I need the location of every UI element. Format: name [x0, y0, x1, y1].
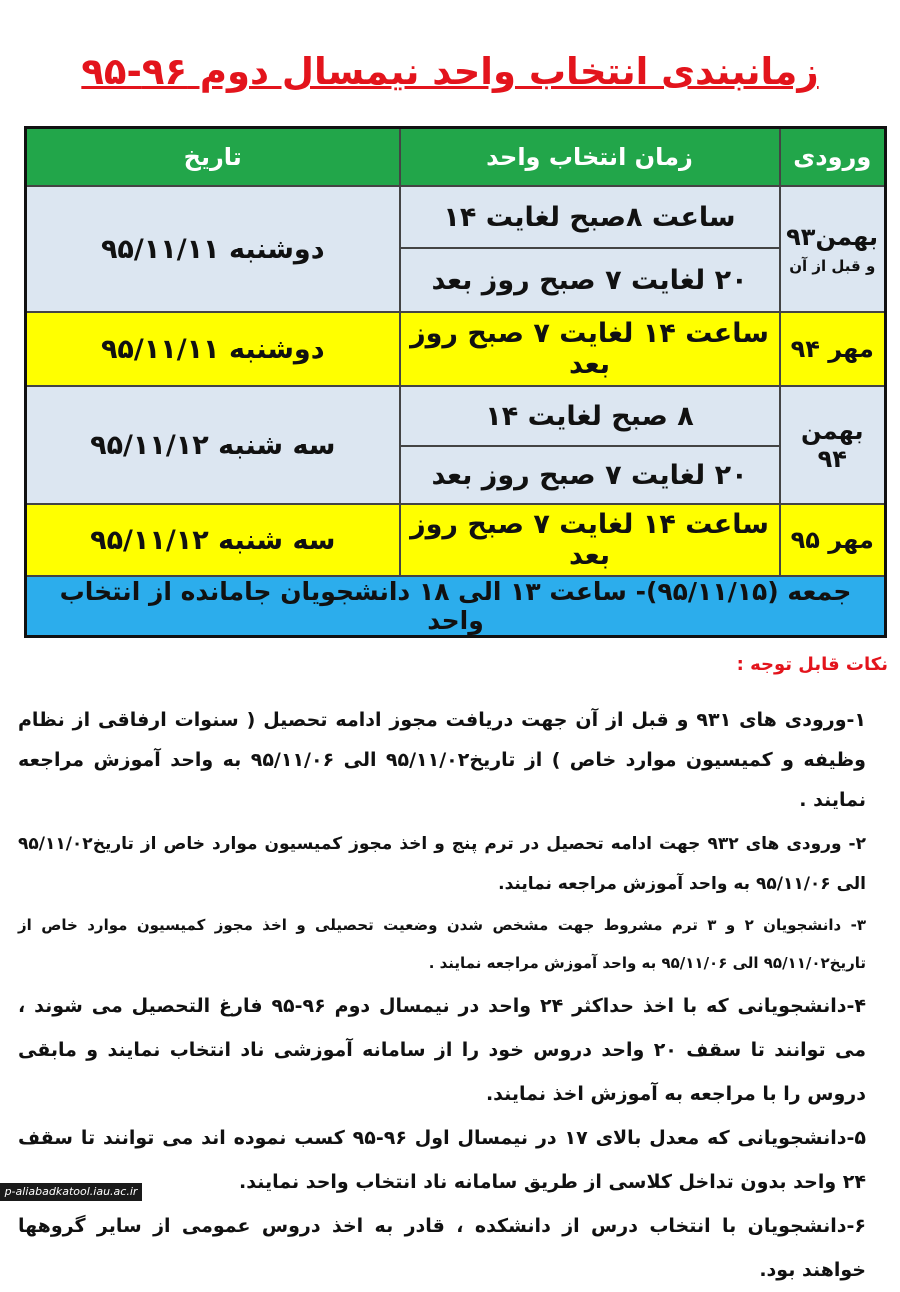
notes-title: نکات قابل توجه : [736, 654, 888, 675]
note-item: ۲- ورودی های ۹۳۲ جهت ادامه تحصیل در ترم پنج و اخذ مجوز کمیسیون موارد خاص از تاریخ۹۵/۱۱/۰۲ الی ۹۵/۱۱/۰۶ به واحد آموزش مراجعه نمایند. [18, 834, 866, 894]
cohort-label: مهر ۹۵ [780, 504, 886, 576]
time-cell: ۲۰ لغایت ۷ صبح روز بعد [400, 248, 780, 312]
table-footer-row [26, 576, 886, 637]
table-header-row [26, 128, 886, 187]
note-item: ۵-دانشجویانی که معدل بالای ۱۷ در نیمسال اول ۹۶-۹۵ کسب نموده اند می توانند تا سقف ۲۴ واحد بدون تداخل کلاسی از طریق سامانه ناد انتخاب واحد نمایند. [18, 1127, 866, 1193]
page-title: زمانبندی انتخاب واحد نیمسال دوم ۹۶-۹۵ [81, 50, 819, 93]
time-cell: ساعت ۱۴ لغایت ۷ صبح روز بعد [400, 504, 780, 576]
date-cell: دوشنبه ۹۵/۱۱/۱۱ [26, 312, 400, 386]
header-cohort: ورودی [780, 128, 886, 187]
date-cell: سه شنبه ۹۵/۱۱/۱۲ [26, 386, 400, 504]
table-row [26, 504, 886, 576]
cohort-label: مهر ۹۴ [780, 312, 886, 386]
cohort-label: بهمن۹۳ [786, 223, 878, 251]
date-cell: دوشنبه ۹۵/۱۱/۱۱ [26, 186, 400, 312]
time-cell: ساعت ۸صبح لغایت ۱۴ [400, 186, 780, 248]
header-time: زمان انتخاب واحد [400, 128, 780, 187]
header-date: تاریخ [26, 128, 400, 187]
time-cell: ۸ صبح لغایت ۱۴ [400, 386, 780, 446]
footer-note: جمعه (۹۵/۱۱/۱۵)- ساعت ۱۳ الی ۱۸ دانشجویان جامانده از انتخاب واحد [26, 576, 886, 637]
note-item: ۶-دانشجویان با انتخاب درس از دانشکده ، قادر به اخذ دروس عمومی از سایر گروهها خواهند بود. [18, 1215, 866, 1281]
table-row [26, 186, 886, 248]
time-cell: ۲۰ لغایت ۷ صبح روز بعد [400, 446, 780, 504]
note-item: ۳- دانشجویان ۲ و ۳ ترم مشروط جهت مشخص شدن وضعیت تحصیلی و اخذ مجوز کمیسیون موارد خاص از تاریخ۹۵/۱۱/۰۲ الی ۹۵/۱۱/۰۶ به واحد آموزش مراجعه نمایند . [18, 916, 866, 972]
date-cell: سه شنبه ۹۵/۱۱/۱۲ [26, 504, 400, 576]
schedule-table [24, 126, 887, 638]
site-watermark: p-aliabadkatool.iau.ac.ir [0, 1183, 142, 1201]
note-item: ۱-ورودی های ۹۳۱ و قبل از آن جهت دریافت مجوز ادامه تحصیل ( سنوات ارفاقی از نظام وظیفه و کمیسیون موارد خاص ) از تاریخ۹۵/۱۱/۰۲ الی ۹۵/۱۱/۰۶ به واحد آموزش مراجعه نمایند . [18, 709, 867, 811]
cohort-label: بهمن ۹۴ [780, 386, 886, 504]
cohort-sublabel: و قبل از آن [789, 257, 876, 275]
table-row [26, 386, 886, 446]
table-row [26, 312, 886, 386]
cohort-cell [780, 186, 886, 312]
time-cell: ساعت ۱۴ لغایت ۷ صبح روز بعد [400, 312, 780, 386]
note-item: ۴-دانشجویانی که با اخذ حداکثر ۲۴ واحد در نیمسال دوم ۹۶-۹۵ فارغ التحصیل می شوند ، می توانند تا سقف ۲۰ واحد دروس خود را از سامانه آموزشی ناد انتخاب نمایند و مابقی دروس را با مراجعه به آموزش اخذ نمایند. [18, 995, 867, 1105]
notes-list [18, 700, 866, 1292]
